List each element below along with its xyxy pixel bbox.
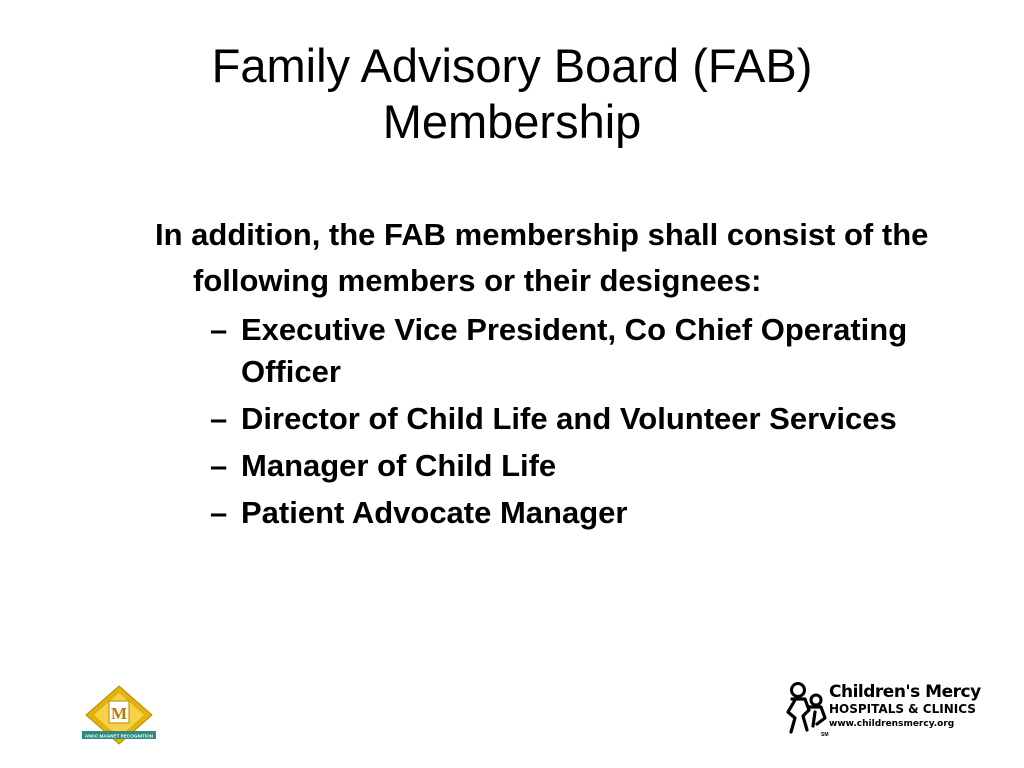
member-text: Patient Advocate Manager bbox=[241, 495, 628, 530]
magnet-recognition-logo bbox=[80, 685, 158, 747]
childrens-mercy-logo bbox=[783, 680, 998, 740]
member-text: Executive Vice President, Co Chief Operating Officer bbox=[241, 312, 908, 389]
dash-bullet: – bbox=[210, 495, 228, 530]
list-item bbox=[155, 445, 935, 487]
list-item bbox=[155, 398, 935, 440]
hospital-subtitle: HOSPITALS & CLINICS bbox=[829, 702, 976, 716]
slide-title bbox=[62, 38, 962, 150]
hospital-name: Children's Mercy bbox=[829, 682, 981, 702]
magnet-letter: M bbox=[110, 704, 128, 723]
list-item bbox=[155, 492, 935, 534]
member-text: Manager of Child Life bbox=[241, 448, 557, 483]
magnet-caption: ANCC MAGNET RECOGNITION bbox=[84, 733, 154, 739]
list-item bbox=[155, 309, 935, 393]
title-line-1: Family Advisory Board (FAB) bbox=[211, 39, 813, 92]
childrens-mercy-wordmark bbox=[829, 682, 999, 731]
slide-body bbox=[155, 212, 935, 534]
member-text: Director of Child Life and Volunteer Services bbox=[241, 401, 897, 436]
dash-bullet: – bbox=[210, 448, 228, 483]
hospital-url: www.childrensmercy.org bbox=[829, 719, 955, 729]
service-mark: SM bbox=[821, 732, 829, 738]
dash-bullet: – bbox=[210, 312, 228, 347]
child-figure-icon bbox=[783, 680, 831, 738]
member-list bbox=[155, 309, 935, 534]
dash-bullet: – bbox=[210, 401, 228, 436]
title-line-2: Membership bbox=[382, 95, 642, 148]
lead-paragraph: In addition, the FAB membership shall consist of the following members or their designees: bbox=[155, 217, 929, 298]
